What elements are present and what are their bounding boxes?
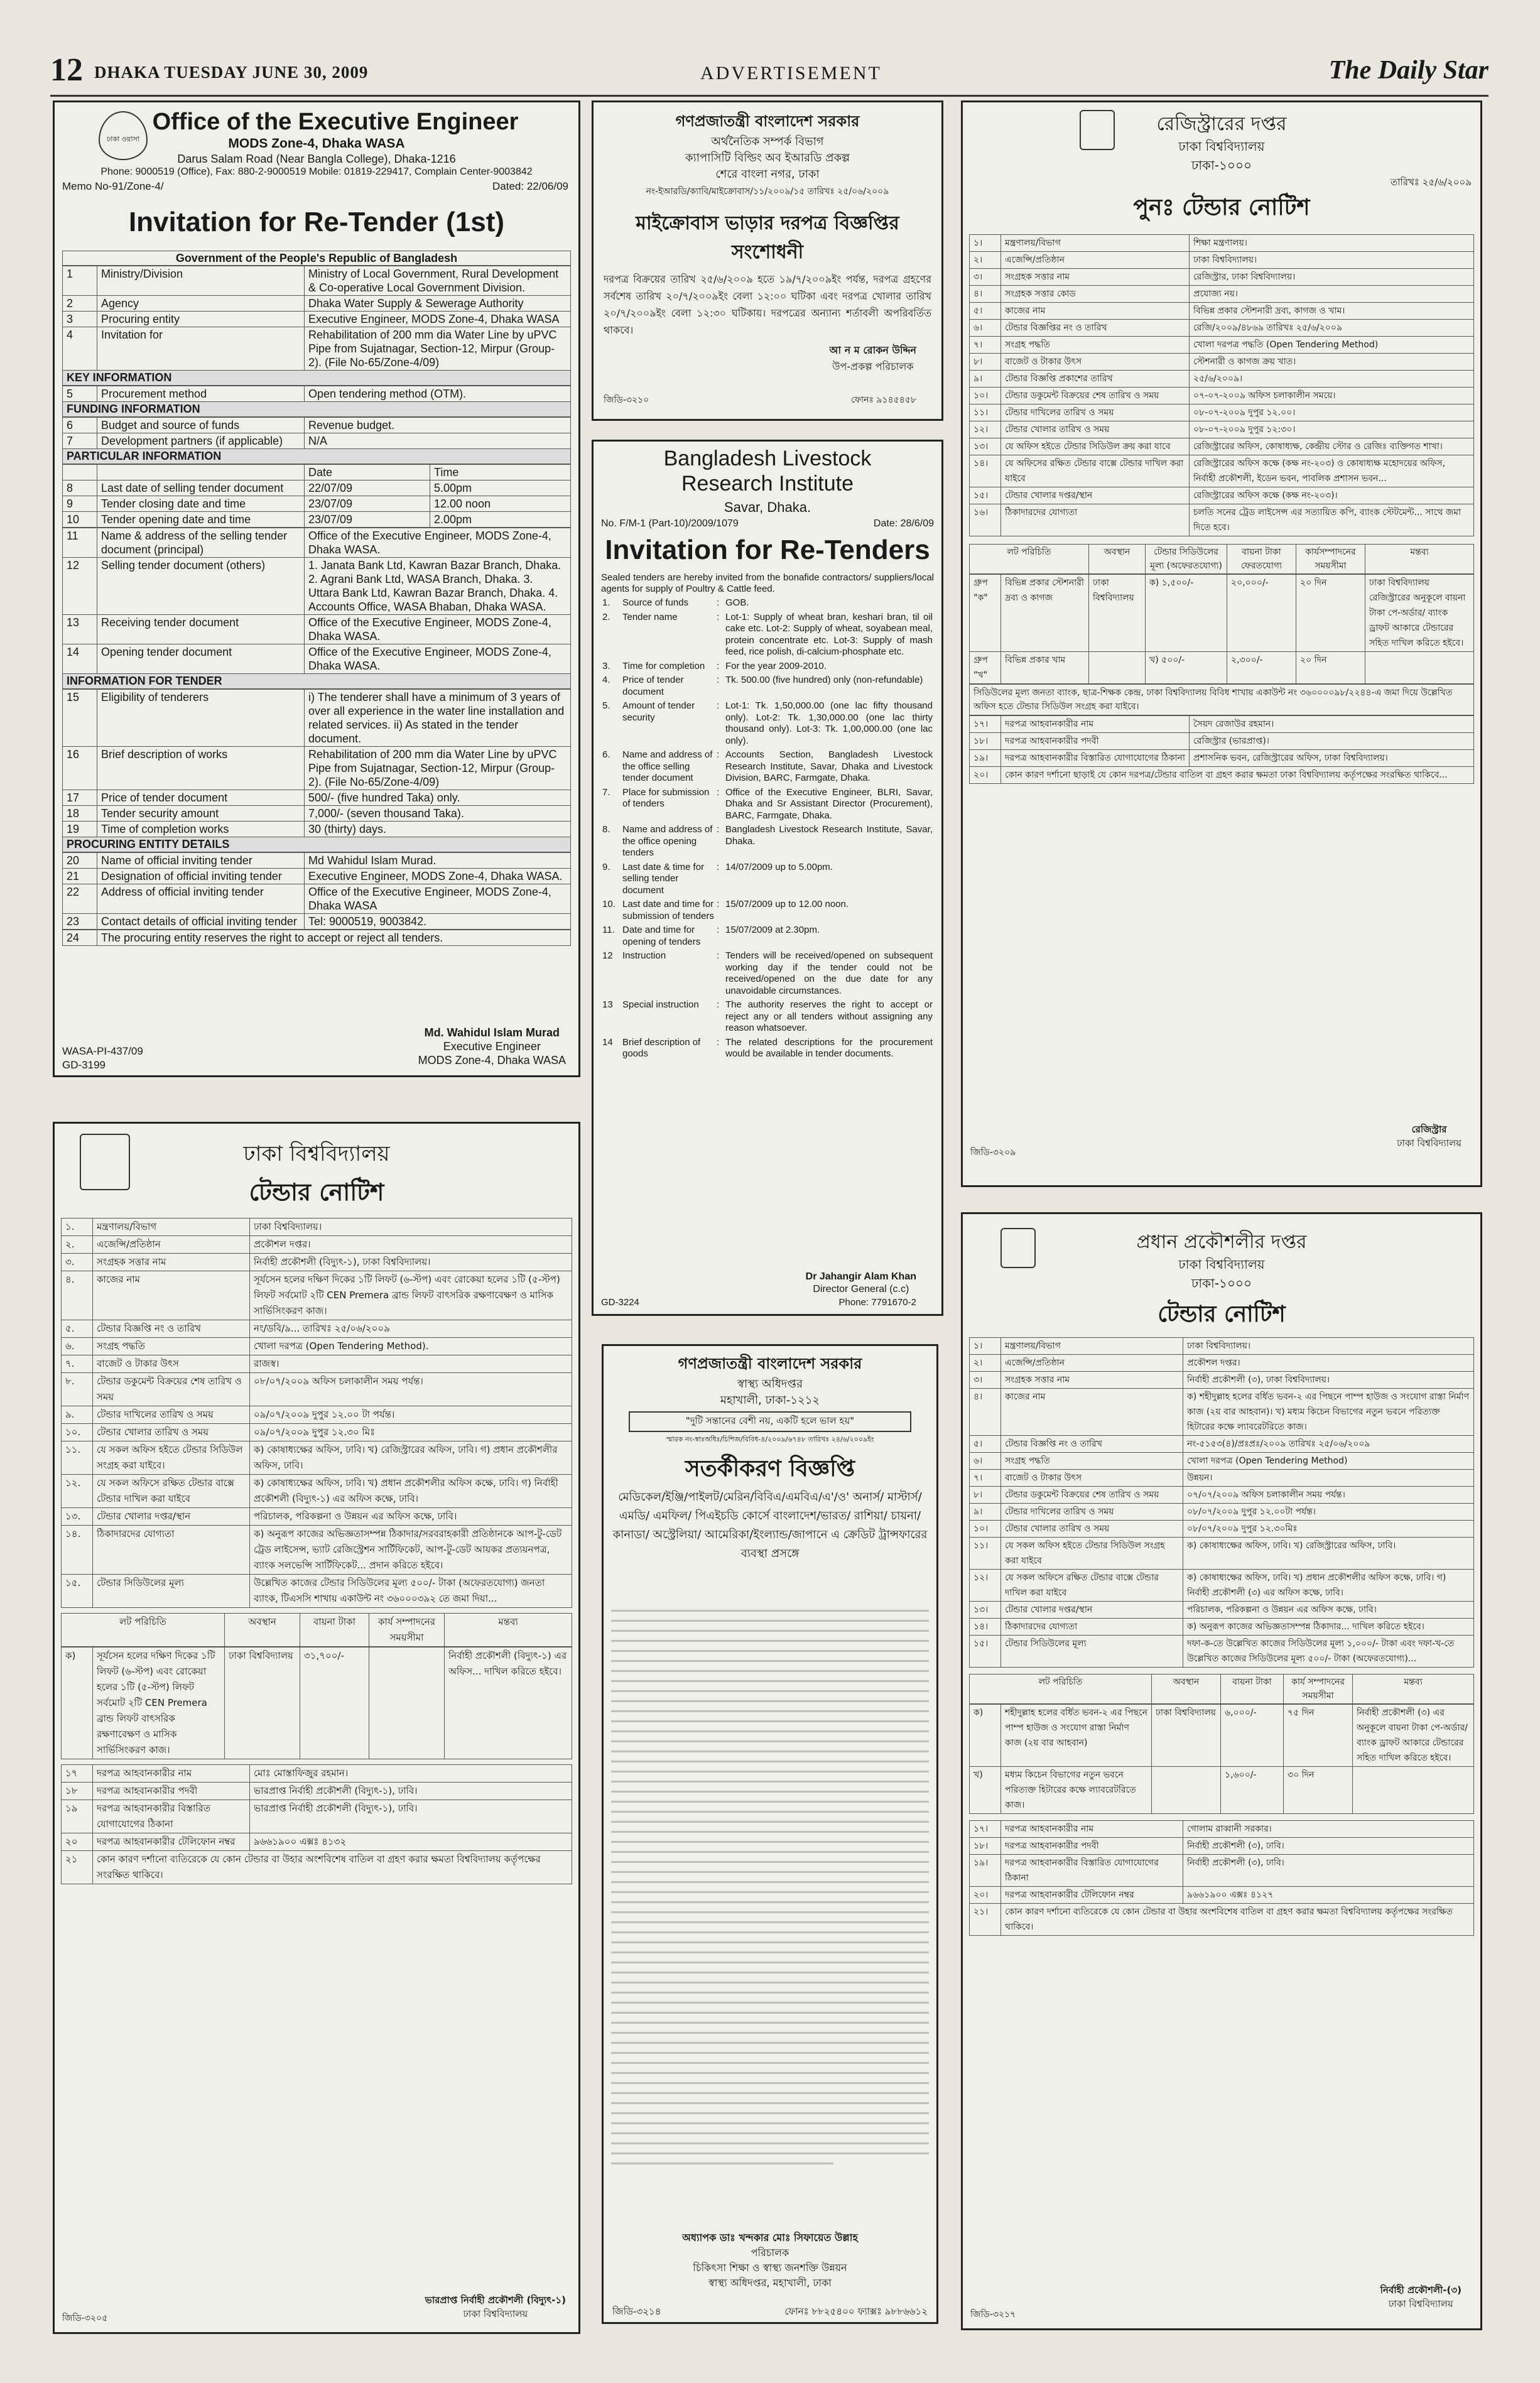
chief-city: ঢাকা-১০০০	[1191, 1276, 1252, 1291]
reg-row: ২। এজেন্সি/প্রতিষ্ঠান ঢাকা বিশ্ববিদ্যালয়।	[970, 252, 1474, 269]
blri-ref: No. F/M-1 (Part-10)/2009/1079	[601, 518, 739, 529]
reg-row: ১। মন্ত্রণালয়/বিভাগ শিক্ষা মন্ত্রণালয়।	[970, 235, 1474, 252]
wasa-row-24: 24 The procuring entity reserves the right to accept or reject all tenders.	[62, 930, 571, 946]
chief-engineer-ad	[961, 1212, 1482, 2330]
reg-row: ১৪। যে অফিসের রক্ষিত টেন্ডার বাক্সে টেন্ডার দাখিল করা যাইবে রেজিস্ট্রারের অফিস কক্ষে (কক্ষ নং-২০৩) ও কোষাধ্যক্ষ মহোদয়ের অফিস, নির্বাহী প্রকৌশলী, ইডেন ভবন, পাবলিক প্রশাসন ভবন...	[970, 455, 1474, 487]
wasa-row: 3 Procuring entity Executive Engineer, MODS Zone-4, Dhaka WASA	[63, 312, 571, 327]
wasa-row: 2 Agency Dhaka Water Supply & Sewerage Authority	[63, 296, 571, 312]
health-code: জিডি-৩২১৪	[612, 2306, 661, 2317]
blri-name-2: Research Institute	[681, 472, 854, 496]
reg-row: ৯। টেন্ডার বিজ্ঞপ্তি প্রকাশের তারিখ ২৫/৬/২০০৯।	[970, 371, 1474, 388]
blri-row: 6. Name and address of the office selling tender document : Accounts Section, Bangladesh Livestock Research Institute, Savar, Dhaka and Livestock Division, BARC, Farmgate, Dhaka.	[602, 749, 933, 783]
blri-row: 1. Source of funds : GOB.	[602, 597, 749, 608]
wasa-table-a	[62, 266, 571, 371]
micro-ref: নং-ইআরডি/ক্যাবি/মাইক্রোবাস/১১/২০০৯/১৫ তারিখঃ ২৫/০৬/২০০৯	[646, 187, 889, 197]
micro-sign: আ ন ম রোকন উদ্দিন উপ-প্রকল্প পরিচালক	[829, 344, 916, 372]
wasa-row: 5 Procurement method Open tendering method (OTM).	[63, 386, 571, 402]
wasa-logo: ঢাকা ওয়াসা	[99, 111, 148, 160]
du-left-row: ১২. যে সকল অফিসে রক্ষিত টেন্ডার বাক্সে টেন্ডার দাখিল করা যাইবে ক) কোষাধ্যক্ষের অফিস, ঢাবি। খ) প্রধান প্রকৌশলীর অফিস কক্ষে, ঢাবি। গ) নির্বাহী প্রকৌশলী (বিদ্যুৎ-১) এর অফিস কক্ষে, ঢাবি।	[62, 1475, 572, 1508]
du-left-sign: ভারপ্রাপ্ত নির্বাহী প্রকৌশলী (বিদ্যুৎ-১) ঢাকা বিশ্ববিদ্যালয়	[425, 2294, 566, 2320]
health-ref: স্মারক নং-স্বাঃঅধিঃ/চিশিজ/বিবিধ-৪/২০০৯/৬৭৪৮ তারিখঃ ২৪/৬/২০০৯ইং	[666, 1435, 874, 1443]
micro-dept: অর্থনৈতিক সম্পর্ক বিভাগ	[711, 135, 824, 148]
chief-office: প্রধান প্রকৌশলীর দপ্তর	[1136, 1231, 1307, 1253]
chief-row: ১৯। দরপত্র আহবানকারীর বিস্তারিত যোগাযোগের ঠিকানা নির্বাহী প্রকৌশলী (৩), ঢাবি।	[970, 1855, 1474, 1887]
du-left-row: ৩. সংগ্রহক সত্তার নাম নির্বাহী প্রকৌশলী (বিদ্যুৎ-১), ঢাকা বিশ্ববিদ্যালয়।	[62, 1254, 572, 1271]
micro-sub: সংশোধনী	[731, 241, 804, 263]
time-header: Time	[430, 465, 571, 480]
health-dept: স্বাস্থ্য অধিদপ্তর	[737, 1377, 803, 1391]
wasa-row: 18 Tender security amount 7,000/- (seven thousand Taka).	[63, 806, 571, 822]
du-left-row: ১৭ দরপত্র আহবানকারীর নাম মোঃ মোস্তাফিজুর রহমান।	[62, 1765, 572, 1783]
wasa-memo: Memo No-91/Zone-4/	[62, 180, 164, 192]
du-left-row: ১১. যে সকল অফিস হইতে টেন্ডার সিডিউল সংগ্রহ করা যাইবে। ক) কোষাধ্যক্ষের অফিস, ঢাবি। খ) রেজিস্ট্রারের অফিস, ঢাবি। গ) প্রধান প্রকৌশলীর অফিস, ঢাবি।	[62, 1441, 572, 1475]
reg-row: ১৯। দরপত্র আহবানকারীর বিস্তারিত যোগাযোগের ঠিকানা প্রশাসনিক ভবন, রেজিস্ট্রারের অফিস, ঢাকা বিশ্ববিদ্যালয়।	[970, 750, 1474, 767]
blri-row: 4. Price of tender document : Tk. 500.00 (five hundred) only (non-refundable)	[602, 675, 923, 697]
du-left-row: ২১ কোন কারণ দর্শানো ব্যতিরেকে যে কোন টেন্ডার বা উহার অংশবিশেষ বাতিল বা গ্রহণ করার ক্ষমতা বিশ্ববিদ্যালয় কর্তৃপক্ষের সংরক্ষিত থাকিবে।	[62, 1851, 572, 1884]
chief-row: ৫। টেন্ডার বিজ্ঞপ্তি নং ও তারিখ নং-৫১৫৩(৪)/প্রঃপ্রঃ/২০০৯ তারিখঃ ২৫/০৬/২০০৯	[970, 1436, 1474, 1453]
chief-code: জিডি-৩২১৭	[970, 2310, 1016, 2320]
blri-row: 8. Name and address of the office opening tenders : Bangladesh Livestock Research Institute, Savar, Dhaka.	[602, 824, 933, 858]
lot-row: ক) শহীদুল্লাহ হলের বর্ধিত ভবন-২ এর পিছনে পাম্প হাউজ ও সংযোগ রাস্তা নির্মাণ কাজ (২য় বার আহবান) ঢাকা বিশ্ববিদ্যালয় ৬,০০০/- ৭৫ দিন নির্বাহী প্রকৌশলী (৩) এর অনুকূলে বায়না টাকা পে-অর্ডার/ ব্যাংক ড্রাফট আকারে টেন্ডারের সহিত দাখিল করিতে হইবে।	[970, 1705, 1474, 1767]
wasa-row: 21 Designation of official inviting tender Executive Engineer, MODS Zone-4, Dhaka WASA.	[63, 869, 571, 884]
blri-name-1: Bangladesh Livestock	[663, 447, 872, 470]
blri-row: 13 Special instruction : The authority reserves the right to accept or reject any or all tenders without assigning any reason whatsoever.	[602, 999, 933, 1033]
health-slogan: "দুটি সন্তানের বেশী নয়, একটি হলে ভাল হয়"	[629, 1411, 911, 1432]
wasa-sec-key: KEY INFORMATION	[62, 371, 571, 386]
reg-univ: ঢাকা বিশ্ববিদ্যালয়	[1178, 139, 1265, 154]
chief-rows	[969, 1337, 1474, 1936]
chief-row: ৬। সংগ্রহ পদ্ধতি খোলা দরপত্র (Open Tendering Method)	[970, 1453, 1474, 1470]
wasa-title: Invitation for Re-Tender (1st)	[128, 207, 505, 237]
reg-office: রেজিস্ট্রারের দপ্তর	[1156, 113, 1287, 135]
chief-row: ১৫। টেন্ডার সিডিউলের মূল্য দফা-ক-তে উল্লেখিত কাজের সিডিউলের মূল্য ১,০০০/- টাকা এবং দফা-খ-তে উল্লেখিত কাজের সিডিউলের মূল্য ৫০০/- টাকা (অফেরতযোগ্য)...	[970, 1636, 1474, 1668]
wasa-row: 20 Name of official inviting tender Md Wahidul Islam Murad.	[63, 853, 571, 869]
reg-row: ১১। টেন্ডার দাখিলের তারিখ ও সময় ০৮-০৭-২০০৯ দুপুর ১২.০০।	[970, 404, 1474, 421]
micro-gov: গণপ্রজাতন্ত্রী বাংলাদেশ সরকার	[675, 112, 860, 130]
wasa-row: 23 Contact details of official inviting tender Tel: 9000519, 9003842.	[63, 914, 571, 930]
reg-row: ১৮। দরপত্র আহবানকারীর পদবী রেজিস্ট্রার (ভারপ্রাপ্ত)।	[970, 733, 1474, 750]
reg-row: ১৫। টেন্ডার খোলার দপ্তর/স্থান রেজিস্ট্রারের অফিস কক্ষে (কক্ষ নং-২০৩)।	[970, 487, 1474, 504]
du-left-row: ১৪. ঠিকাদারদের যোগ্যতা ক) অনুরূপ কাজের অভিজ্ঞতাসম্পন্ন ঠিকাদার/সরবরাহকারী প্রতিষ্ঠানকে আপ-টু-ডেট ট্রেড লাইসেন্স, ভ্যাট রেজিস্ট্রেশন সার্টিফিকেট, আপ-টু-ডেট আয়কর প্রত্যয়নপত্র, ব্যাংক সলভেন্সি সার্টিফিকেট... প্রদান করিতে হইবে।	[62, 1526, 572, 1575]
du-left-title: টেন্ডার নোটিশ	[249, 1178, 384, 1206]
chief-row: ১৭। দরপত্র আহবানকারীর নাম গোলাম রাব্বানী সরকার।	[970, 1821, 1474, 1838]
chief-title: টেন্ডার নোটিশ	[1158, 1301, 1286, 1327]
wasa-row: 12 Selling tender document (others) 1. Janata Bank Ltd, Kawran Bazar Branch, Dhaka. 2. Agrani Bank Ltd, WASA Branch, Dhaka. 3. Uttara Bank Ltd, Kawran Bazar Branch, Dhaka. 4. Accounts Office, WASA Bhaban, Dhaka WASA.	[63, 558, 571, 615]
wasa-dated: Dated: 22/06/09	[492, 180, 568, 192]
wasa-row: 17 Price of tender document 500/- (five hundred Taka) only.	[63, 790, 571, 806]
health-sign: অধ্যাপক ডাঃ খন্দকার মোঃ সিফায়েত উল্লাহ পরিচালক চিকিৎসা শিক্ষা ও স্বাস্থ্য জনশক্তি উন্নয়ন স্বাস্থ্য অধিদপ্তর, মহাখালী, ঢাকা	[682, 2232, 858, 2289]
blri-row: 14 Brief description of goods : The related descriptions for the procurement would be available in tender documents.	[602, 1036, 933, 1059]
du-left-row: ৯. টেন্ডার দাখিলের তারিখ ও সময় ০৯/০৭/২০০৯ দুপুর ১২.০০ টা পর্যন্ত।	[62, 1406, 572, 1424]
blri-place: Savar, Dhaka.	[724, 499, 811, 515]
wasa-row: 14 Opening tender document Office of the Executive Engineer, MODS Zone-4, Dhaka WASA.	[63, 644, 571, 674]
du-electrical-ad	[53, 1122, 580, 2334]
lot-header: লট পরিচিতি অবস্থান বায়না টাকা কার্য সম্পাদনের সময়সীমা মন্তব্য	[62, 1614, 572, 1647]
blri-row: 12 Instruction : Tenders will be received/opened on subsequent working day if the tender could not be received/opened on the due date for any unavoidable circumstances.	[602, 950, 933, 996]
wasa-row: 8 Last date of selling tender document 22/07/09 5.00pm	[63, 480, 571, 496]
wasa-table-c	[62, 417, 571, 449]
wasa-gov: Government of the People's Republic of Bangladesh	[62, 251, 571, 266]
du-left-row: ১০. টেন্ডার খোলার তারিখ ও সময় ০৯/০৭/২০০৯ দুপুর ১২.৩০ মিঃ	[62, 1424, 572, 1441]
wasa-table	[62, 251, 571, 946]
wasa-phone: Phone: 9000519 (Office), Fax: 880-2-9000519 Mobile: 01819-229417, Complain Center-9003842	[100, 166, 533, 177]
reg-row: ১২। টেন্ডার খোলার তারিখ ও সময় ০৮-০৭-২০০৯ দুপুর ১২:৩০।	[970, 421, 1474, 438]
wasa-row: 11 Name & address of the selling tender document (principal) Office of the Executive Engineer, MODS Zone-4, Dhaka WASA.	[63, 528, 571, 558]
wasa-zone: MODS Zone-4, Dhaka WASA	[228, 136, 405, 151]
wasa-table-g	[62, 852, 571, 930]
wasa-address: Darus Salam Road (Near Bangla College), Dhaka-1216	[177, 153, 456, 165]
health-phone: ফোনঃ ৮৮২৫৪০০ ফ্যাক্সঃ ৯৮৮৬৬১২	[784, 2306, 928, 2317]
lot-row: খ) মধ্যম কিচেন বিভাগের নতুন ভবনে পরিত্যক্ত হিটারের কক্ষে ল্যাবরেটরিতে কাজ। ১,৬০০/- ৩০ দিন	[970, 1767, 1474, 1814]
chief-row: ৪। কাজের নাম ক) শহীদুল্লাহ হলের বর্ধিত ভবন-২ এর পিছনে পাম্প হাউজ ও সংযোগ রাস্তা নির্মাণ কাজ (২য় বার আহবান)। খ) মধ্যম কিচেন বিভাগের নতুন ভবনে পরিত্যক্ত হিটারের কক্ষে ল্যাবরেটরিতে কাজ।	[970, 1389, 1474, 1436]
lot-row: গ্রুপ "ক" বিভিন্ন প্রকার স্টেশনারী দ্রব্য ও কাগজ ঢাকা বিশ্ববিদ্যালয় ক) ১,৫০০/- ২০,০০০/- ২০ দিন ঢাকা বিশ্ববিদ্যালয় রেজিস্ট্রারের অনুকূলে বায়না টাকা পে-অর্ডার/ ব্যাংক ড্রাফট আকারে টেন্ডারের সহিত দাখিল করিতে হইবে।	[970, 575, 1474, 652]
lot-row: গ্রুপ "খ" বিভিন্ন প্রকার খাম খ) ৫০০/- ২,৩০০/- ২০ দিন	[970, 652, 1474, 684]
wasa-row: 19 Time of completion works 30 (thirty) days.	[63, 822, 571, 837]
health-subject: মেডিকেল/ইঞ্জি/পাইলট/মেরিন/বিবিএ/এমবিএ/এ'/ও' অনার্স/ মাস্টার্স/ এমডি/ এমফিল/ পিএইচডি কোর্সে বাংলাদেশ/ভারত/ রাশিয়া/ চায়না/ কানাডা/ অস্ট্রেলিয়া/ আমেরিকা/ইংল্যান্ড/জাপানে এ ক্রেডিট ট্রান্সফারের ব্যবস্থা প্রসঙ্গে	[612, 1490, 928, 1560]
reg-row: ১০। টেন্ডার ডকুমেন্ট বিক্রয়ের শেষ তারিখ ও সময় ০৭-০৭-২০০৯ অফিস চলাকালীন সময়ে।	[970, 388, 1474, 404]
wasa-row: 13 Receiving tender document Office of the Executive Engineer, MODS Zone-4, Dhaka WASA.	[63, 615, 571, 644]
reg-row: ১৩। যে অফিস হইতে টেন্ডার সিডিউল ক্রয় করা যাবে রেজিস্ট্রারের অফিস, কোষাধ্যক্ষ, কেন্দ্রীয় স্টোর ও রেজিঃ ব্যক্তিগত শাখা।	[970, 438, 1474, 455]
du-left-row: ৫. টেন্ডার বিজ্ঞপ্তি নং ও তারিখ নং/ডবি/৯... তারিখঃ ২৫/০৬/২০০৯	[62, 1320, 572, 1338]
blri-sign: Dr Jahangir Alam Khan Director General (c.c)	[805, 1271, 916, 1295]
du-left-univ: ঢাকা বিশ্ববিদ্যালয়	[243, 1141, 390, 1166]
blri-row: 9. Last date & time for selling tender document : 14/07/2009 up to 5.00pm.	[602, 861, 833, 896]
wasa-sec-proc: PROCURING ENTITY DETAILS	[62, 837, 571, 852]
reg-row: ৪। সংগ্রহক সত্তার কোড প্রযোজ্য নয়।	[970, 286, 1474, 303]
blri-ad	[592, 440, 943, 1316]
du-left-rows	[61, 1218, 572, 1884]
blri-code: GD-3224	[601, 1297, 639, 1308]
reg-sign: রেজিস্ট্রার ঢাকা বিশ্ববিদ্যালয়	[1397, 1124, 1461, 1149]
wasa-row: 4 Invitation for Rehabilitation of 200 mm dia Water Line by uPVC Pipe from Sujatnagar, Section-12, Mirpur (Group-2). (File No-65/Zone-4/09)	[63, 327, 571, 371]
blri-date: Date: 28/6/09	[873, 518, 934, 529]
wasa-sec-fund: FUNDING INFORMATION	[62, 402, 571, 417]
chief-row: ১৪। ঠিকাদারদের যোগ্যতা ক) অনুরূপ কাজের অভিজ্ঞতাসম্পন্ন ঠিকাদার... দাখিল করিতে হইবে।	[970, 1619, 1474, 1636]
reg-row: ৫। কাজের নাম বিভিন্ন প্রকার স্টেশনারী দ্রব্য, কাগজ ও খাম।	[970, 303, 1474, 320]
blri-title: Invitation for Re-Tenders	[605, 535, 930, 565]
chief-row: ৩। সংগ্রহক সত্তার নাম নির্বাহী প্রকৌশলী (৩), ঢাকা বিশ্ববিদ্যালয়।	[970, 1372, 1474, 1389]
wasa-row: 15 Eligibility of tenderers i) The tenderer shall have a minimum of 3 years of over all experience in the water line installation and related services. ii) As stated in the tender document.	[63, 690, 571, 747]
date-header: Date	[305, 465, 430, 480]
wasa-row: 9 Tender closing date and time 23/07/09 12.00 noon	[63, 496, 571, 512]
du-left-row: ১৫. টেন্ডার সিডিউলের মূল্য উল্লেখিত কাজের টেন্ডার সিডিউলের মূল্য ৫০০/- টাকা (অফেরতযোগ্য) জনতা ব্যাংক, টিএসসি শাখায় একাউন্ট নং ৩৬০০০৩৯২ তে জমা দিয়া...	[62, 1575, 572, 1608]
chief-row: ২১। কোন কারণ দর্শানো ব্যতিরেকে যে কোন টেন্ডার বা উহার অংশবিশেষ বাতিল বা গ্রহণ করার ক্ষমতা বিশ্ববিদ্যালয় কর্তৃপক্ষের সংরক্ষিত থাকিবে।	[970, 1904, 1474, 1936]
wasa-row: 7 Development partners (if applicable) N/A	[63, 433, 571, 449]
wasa-row: 6 Budget and source of funds Revenue budget.	[63, 418, 571, 433]
chief-row: ১। মন্ত্রণালয়/বিভাগ ঢাকা বিশ্ববিদ্যালয়।	[970, 1338, 1474, 1355]
blri-row: 3. Time for completion : For the year 2009-2010.	[602, 660, 827, 671]
chief-row: ৮। টেন্ডার ডকুমেন্ট বিক্রয়ের শেষ তারিখ ও সময় ০৭/০৭/২০০৯ অফিস চলাকালীন সময় পর্যন্ত।	[970, 1487, 1474, 1504]
chief-row: ১২। যে সকল অফিসে রক্ষিত টেন্ডার বাক্সে টেন্ডার দাখিল করা যাইবে ক) কোষাধ্যক্ষের অফিস, ঢাবি। খ) প্রধান প্রকৌশলীর অফিস কক্ষে, ঢাবি। গ) নির্বাহী প্রকৌশলী (৩) এর অফিস কক্ষে, ঢাবি।	[970, 1570, 1474, 1602]
wasa-signature: Md. Wahidul Islam Murad Executive Engineer MODS Zone-4, Dhaka WASA	[418, 1026, 566, 1067]
wasa-table-e	[62, 528, 571, 674]
wasa-sec-inf: INFORMATION FOR TENDER	[62, 674, 571, 689]
health-ad	[602, 1344, 938, 2324]
chief-univ: ঢাকা বিশ্ববিদ্যালয়	[1178, 1257, 1265, 1272]
du-left-row: ৮. টেন্ডার ডকুমেন্ট বিক্রয়ের শেষ তারিখ ও সময় ০৮/০৭/২০০৯ অফিস চলাকালীন সময় পর্যন্ত।	[62, 1373, 572, 1406]
reg-rows	[969, 234, 1474, 784]
health-title: সতর্কীকরণ বিজ্ঞপ্তি	[685, 1456, 855, 1482]
reg-row: ৬। টেন্ডার বিজ্ঞপ্তির নং ও তারিখ রেজি/২০০৯/৪৮৬৯ তারিখঃ ২৫/৬/২০০৯	[970, 320, 1474, 337]
microbus-ad	[592, 100, 943, 421]
chief-row: ১০। টেন্ডার খোলার তারিখ ও সময় ০৮/০৭/২০০৯ দুপুর ১২.৩০মিঃ	[970, 1521, 1474, 1538]
micro-body: দরপত্র বিক্রয়ের তারিখ ২৫/৬/২০০৯ হতে ১৯/৭/২০০৯ইং পর্যন্ত, দরপত্র গ্রহণের সর্বশেষ তারিখ ২০/৭/২০০৯ইং বেলা ১২:০০ ঘটিকা এবং দরপত্র খোলার তারিখ ২০/৭/২০০৯ইং বেলা ১২:৩০ ঘটিকায়। দরপত্রের অন্যান্য শর্তাবলী অপরিবর্তিত থাকবে।	[604, 273, 931, 336]
blri-row: 2. Tender name : Lot-1: Supply of wheat bran, keshari bran, til oil cake etc. Lot-2: Supply of wheat, soyabean meal, protein concentrate etc. Lot-3: Supply of mash feed, rice polish, di-calcium-phosphate etc.	[602, 611, 933, 657]
chief-row: ১১। যে সকল অফিস হইতে টেন্ডার সিডিউল সংগ্রহ করা যাইবে ক) কোষাধ্যক্ষের অফিস, ঢাবি। খ) রেজিস্ট্রারের অফিস, ঢাবি।	[970, 1538, 1474, 1570]
section-title: ADVERTISEMENT	[700, 63, 882, 84]
micro-code: জিডি-৩২১০	[604, 395, 649, 405]
wasa-table-d	[62, 464, 571, 528]
wasa-table-b	[62, 386, 571, 402]
lot-header: লট পরিচিতি অবস্থান বায়না টাকা কার্য সম্পাদনের সময়সীমা মন্তব্য	[970, 1675, 1474, 1704]
lot-header: লট পরিচিতি অবস্থান টেন্ডার সিডিউলের মূল্য (অফেরতযোগ্য) বায়না টাকা ফেরতযোগ্য কার্যসম্পাদনের সময়সীমা মন্তব্য	[970, 545, 1474, 574]
blri-row: 7. Place for submission of tenders : Office of the Executive Engineer, BLRI, Savar, Dhaka and Sr Assistant Director (Procurement), BARC, Farmgate, Dhaka.	[602, 786, 933, 821]
wasa-table-f	[62, 689, 571, 837]
wasa-row: 10 Tender opening date and time 23/07/09 2.00pm	[63, 512, 571, 528]
micro-title: মাইক্রোবাস ভাড়ার দরপত্র বিজ্ঞপ্তির	[636, 212, 899, 234]
du-left-row: ৬. সংগ্রহ পদ্ধতি খোলা দরপত্র (Open Tendering Method).	[62, 1338, 572, 1355]
reg-date: তারিখঃ ২৫/৬/২০০৯	[1390, 176, 1472, 188]
chief-row: ৭। বাজেট ও টাকার উৎস উন্নয়ন।	[970, 1470, 1474, 1487]
dateline: DHAKA TUESDAY JUNE 30, 2009	[94, 63, 369, 82]
du-left-row: ২০ দরপত্র আহবানকারীর টেলিফোন নম্বর ৯৬৬১৯০০ এক্সঃ ৪১৩২	[62, 1833, 572, 1851]
du-left-row: ২. এজেন্সি/প্রতিষ্ঠান প্রকৌশল দপ্তর।	[62, 1236, 572, 1254]
reg-title: পুনঃ টেন্ডার নোটিশ	[1133, 195, 1310, 220]
micro-project: ক্যাপাসিটি বিল্ডিং অব ইআরডি প্রকল্প	[685, 151, 850, 165]
page-header	[50, 52, 1488, 97]
health-gov: গণপ্রজাতন্ত্রী বাংলাদেশ সরকার	[678, 1355, 862, 1372]
blri-row: 5. Amount of tender security : Lot-1: Tk. 1,50,000.00 (one lac fifty thousand only). Lot-2: Tk. 1,30,000.00 (one lac thirty thousand only). Lot-3: Tk. 1,00,000.00 (one lac only).	[602, 700, 933, 746]
chief-row: ২। এজেন্সি/প্রতিষ্ঠান প্রকৌশল দপ্তর।	[970, 1355, 1474, 1372]
reg-note: সিডিউলের মূল্য জনতা ব্যাংক, ছাত্র-শিক্ষক কেন্দ্র, ঢাকা বিশ্ববিদ্যালয় বিবিধ শাখায় একাউন্ট নং ৩৬০০০০৯৮/২২৪৪-এ জমা দিয়ে উল্লেখিত অফিস হতে টেন্ডার সিডিউল সংগ্রহ করা যাইবে।	[969, 684, 1474, 715]
du-left-row: ৪. কাজের নাম সূর্যসেন হলের দক্ষিণ দিকের ১টি লিফট (৬-স্টপ) এবং রোকেয়া হলের ১টি (৫-স্টপ) লিফট সর্বমোট ২টি CEN Premera ব্রান্ড লিফট বাৎসরিক রক্ষণাবেক্ষণ ও মাসিক সার্ভিসিংকরণ কাজ।	[62, 1271, 572, 1320]
reg-city: ঢাকা-১০০০	[1191, 158, 1252, 173]
lot-row: ক) সূর্যসেন হলের দক্ষিণ দিকের ১টি লিফট (৬-স্টপ) এবং রোকেয়া হলের ১টি (৫-স্টপ) লিফট সর্বমোট ২টি CEN Premera ব্রান্ড লিফট বাৎসরিক রক্ষণাবেক্ষণ ও মাসিক সার্ভিসিংকরণ কাজ। ঢাকা বিশ্ববিদ্যালয় ৩১,৭০০/- নির্বাহী প্রকৌশলী (বিদ্যুৎ-১) এর অফিস... দাখিল করিতে হইবে।	[62, 1647, 572, 1759]
wasa-ad	[53, 100, 580, 1077]
du-left-row: ১৯ দরপত্র আহবানকারীর বিস্তারিত যোগাযোগের ঠিকানা ভারপ্রাপ্ত নির্বাহী প্রকৌশলী (বিদ্যুৎ-১), ঢাবি।	[62, 1800, 572, 1833]
reg-row: ৮। বাজেট ও টাকার উৎস স্টেশনারী ও কাগজ ক্রয় খাত।	[970, 354, 1474, 371]
wasa-row: 1 Ministry/Division Ministry of Local Government, Rural Development & Co-operative Local Government Division.	[63, 266, 571, 296]
blri-row: 11. Date and time for opening of tenders : 15/07/2009 at 2.30pm.	[602, 925, 820, 947]
du-left-code: জিডি-৩২০৫	[62, 2313, 108, 2323]
health-place: মহাখালী, ঢাকা-১২১২	[720, 1394, 820, 1407]
reg-row: ৭। সংগ্রহ পদ্ধতি খোলা দরপত্র পদ্ধতি (Open Tendering Method)	[970, 337, 1474, 354]
chief-row: ২০। দরপত্র আহবানকারীর টেলিফোন নম্বর ৯৬৬১৯০০ এক্সঃ ৪১২৭	[970, 1887, 1474, 1904]
du-left-row: ১৮ দরপত্র আহবানকারীর পদবী ভারপ্রাপ্ত নির্বাহী প্রকৌশলী (বিদ্যুৎ-১), ঢাবি।	[62, 1783, 572, 1800]
wasa-row: 16 Brief description of works Rehabilitation of 200 mm dia Water Line by uPVC Pipe from Sujatnagar, Section-12, Mirpur (Group-2). (File No-65/Zone-4/09)	[63, 747, 571, 790]
chief-row: ৯। টেন্ডার দাখিলের তারিখ ও সময় ০৮/০৭/২০০৯ দুপুর ১২.০০টা পর্যন্ত।	[970, 1504, 1474, 1521]
wasa-office: Office of the Executive Engineer	[152, 109, 519, 135]
chief-row: ১৩। টেন্ডার খোলার দপ্তর/স্থান পরিচালক, পরিকল্পনা ও উন্নয়ন এর অফিস কক্ষে, ঢাবি।	[970, 1602, 1474, 1619]
chief-row: ১৮। দরপত্র আহবানকারীর পদবী নির্বাহী প্রকৌশলী (৩), ঢাবি।	[970, 1838, 1474, 1855]
reg-row: ১৭। দরপত্র আহবানকারীর নাম সৈয়দ রেজাউর রহমান।	[970, 716, 1474, 733]
reg-row: ৩। সংগ্রহক সত্তার নাম রেজিস্ট্রার, ঢাকা বিশ্ববিদ্যালয়।	[970, 269, 1474, 286]
page-number: 12	[50, 52, 83, 88]
reg-code: জিডি-৩২০৯	[970, 1148, 1016, 1158]
blri-row: 10. Last date and time for submission of tenders : 15/07/2009 up to 12.00 noon.	[602, 899, 849, 921]
blri-phone: Phone: 7791670-2	[838, 1297, 916, 1308]
reg-row: ১৬। ঠিকাদারদের যোগ্যতা চলতি সনের ট্রেড লাইসেন্স এর সত্যায়িত কপি, ব্যাংক স্টেটমেন্ট... সাথে জমা দিতে হবে।	[970, 504, 1474, 536]
du-left-row: ১. মন্ত্রণালয়/বিভাগ ঢাকা বিশ্ববিদ্যালয়।	[62, 1219, 572, 1236]
du-left-row: ১৩. টেন্ডার খোলার দপ্তর/স্থান পরিচালক, পরিকল্পনা ও উন্নয়ন এর অফিস কক্ষে, ঢাবি।	[62, 1508, 572, 1526]
blri-rows	[601, 597, 934, 1063]
wasa-row: 22 Address of official inviting tender Office of the Executive Engineer, MODS Zone-4, Dhaka WASA	[63, 884, 571, 914]
chief-sign: নির্বাহী প্রকৌশলী-(৩) ঢাকা বিশ্ববিদ্যালয়	[1380, 2284, 1461, 2310]
micro-place: শেরে বাংলা নগর, ঢাকা	[715, 168, 820, 181]
wasa-code: WASA-PI-437/09 GD-3199	[62, 1045, 143, 1071]
reg-row: ২০। কোন কারণ দর্শানো ছাড়াই যে কোন দরপত্র/টেন্ডার বাতিল বা গ্রহণ করার ক্ষমতা ঢাকা বিশ্ববিদ্যালয় কর্তৃপক্ষের সংরক্ষিত থাকিবে...	[970, 767, 1474, 784]
blri-intro: Sealed tenders are hereby invited from the bonafide contractors/ suppliers/local agents for supply of Poultry & Cattle feed.	[601, 572, 934, 594]
du-left-row: ৭. বাজেট ও টাকার উৎস রাজস্ব।	[62, 1355, 572, 1373]
registrar-ad	[961, 100, 1482, 1187]
masthead-logo: The Daily Star	[1328, 56, 1488, 85]
wasa-sec-part: PARTICULAR INFORMATION	[62, 449, 571, 464]
micro-phone: ফোনঃ ৯১৪৫৪৫৮	[851, 395, 916, 405]
health-body	[611, 1610, 929, 2173]
